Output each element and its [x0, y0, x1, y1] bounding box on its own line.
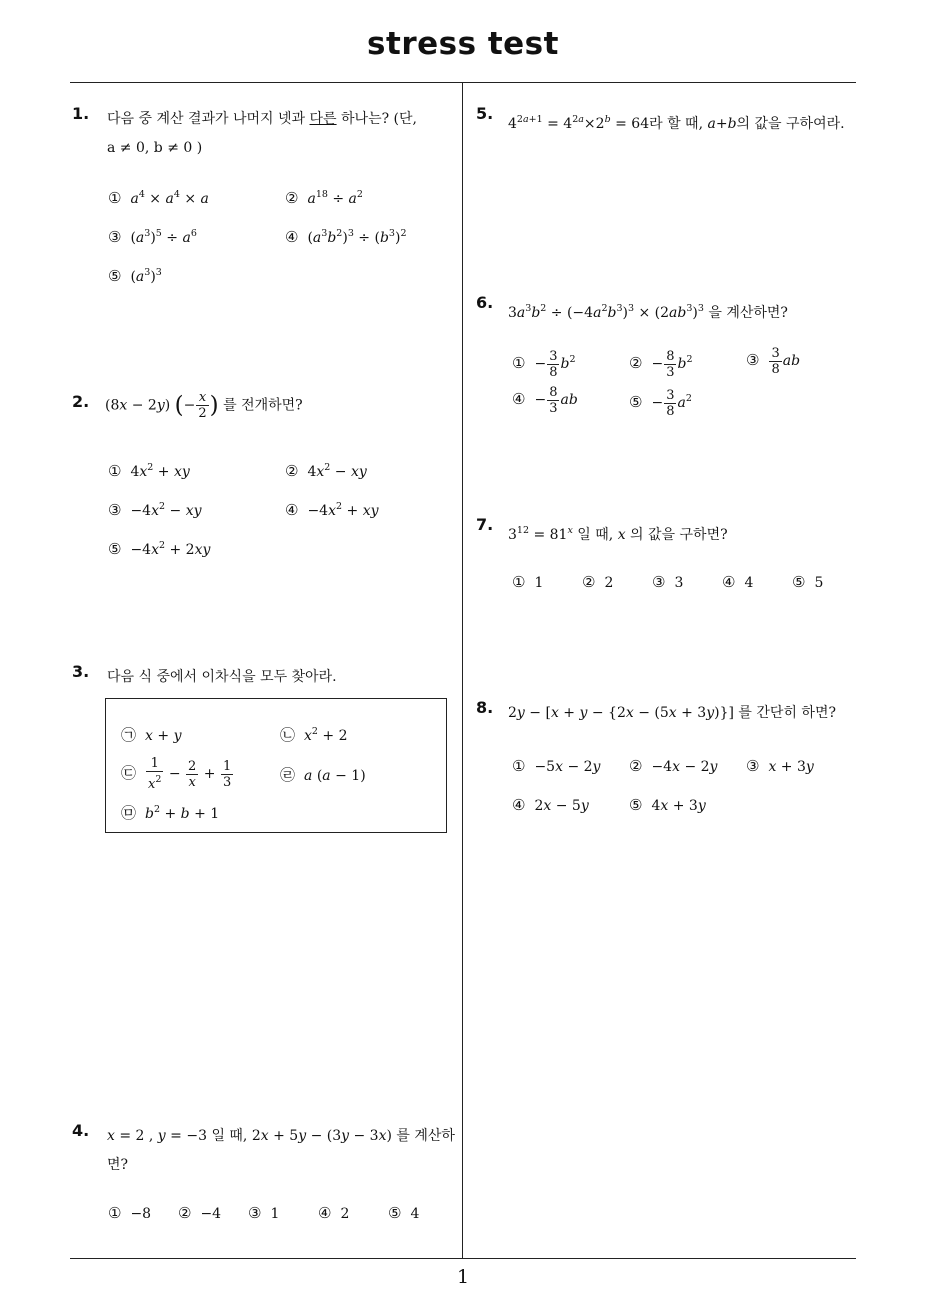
question-text: 2y − [x + y − {2x − (5x + 3y)}] 를 간단히 하면? — [508, 705, 836, 721]
q7-option-3[interactable]: ③ 3 — [652, 573, 684, 591]
q7-option-4[interactable]: ④ 4 — [722, 573, 754, 591]
q2-text: (8x − 2y) (− $\frac{x}{2}$ ) 를 전개하면? — [105, 390, 303, 421]
q7-option-5[interactable]: ⑤ 5 — [792, 573, 824, 591]
question-text: 다음 식 중에서 이차식을 모두 찾아라. — [107, 669, 337, 685]
question-number: 2. — [72, 392, 90, 411]
question-text: $4^{2a+1} = 4^{2a}\times 2^b = 64$라 할 때, a+b의 값을 구하여라. — [508, 114, 845, 132]
q6-option-3[interactable]: ③ $\frac{3}{8}$ ab — [746, 345, 801, 377]
q8-option-4[interactable]: ④ 2x − 5y — [512, 796, 589, 814]
question-number: 3. — [72, 662, 90, 681]
q3-item-1: ㉠ x + y — [121, 726, 182, 744]
q8-option-3[interactable]: ③ x + 3y — [746, 757, 814, 775]
question-text: $3^{12} = 81^x$ 일 때, x 의 값을 구하면? — [508, 525, 728, 543]
q7-option-1[interactable]: ① 1 — [512, 573, 544, 591]
q4-option-1[interactable]: ① −8 — [108, 1204, 152, 1222]
q2-option-3[interactable]: ③ $-4x^2$ − xy — [108, 501, 202, 519]
q1-option-2[interactable]: ② $a^{18} \div a^2$ — [285, 189, 363, 207]
question-number: 4. — [72, 1121, 90, 1140]
question-number: 6. — [476, 293, 494, 312]
q3-item-5: ㉤ $b^2 + b + 1$ — [121, 804, 220, 822]
question-text: $3a^3b^2 \div (-4a^2b^3)^3 \times (2ab^3)^3$ 을 계산하면? — [508, 303, 788, 321]
column-divider — [462, 83, 463, 1259]
question-number: 5. — [476, 104, 494, 123]
q6-option-4[interactable]: ④ − $\frac{8}{3}$ ab — [512, 384, 578, 416]
page-number: 1 — [456, 1266, 470, 1288]
q4-option-3[interactable]: ③ 1 — [248, 1204, 280, 1222]
q8-option-1[interactable]: ① −5x − 2y — [512, 757, 601, 775]
q8-option-2[interactable]: ② −4x − 2y — [629, 757, 718, 775]
question-text: x = 2 , y = −3 일 때, 2x + 5y − (3y − 3x) 를 계산하 면? — [107, 1128, 455, 1173]
q2-option-5[interactable]: ⑤ $-4x^2 + 2xy$ — [108, 540, 211, 558]
q4-option-4[interactable]: ④ 2 — [318, 1204, 350, 1222]
q3-item-2: ㉡ $x^2 + 2$ — [280, 726, 348, 744]
q6-option-2[interactable]: ② − $\frac{8}{3}$ $b^2$ — [629, 348, 693, 380]
question-text: 다음 중 계산 결과가 나머지 넷과 다른 하나는? (단, a ≠ 0, b ≠ 0 ) — [107, 111, 417, 156]
q2-option-2[interactable]: ② $4x^2$ − xy — [285, 462, 367, 480]
q1-option-5[interactable]: ⑤ $(a^3)^3$ — [108, 267, 162, 285]
question-number: 7. — [476, 515, 494, 534]
q4-option-5[interactable]: ⑤ 4 — [388, 1204, 420, 1222]
q8-option-5[interactable]: ⑤ 4x + 3y — [629, 796, 706, 814]
bottom-rule — [70, 1258, 856, 1259]
q2-option-1[interactable]: ① $4x^2$ + xy — [108, 462, 190, 480]
q1-option-3[interactable]: ③ $(a^3)^5 \div a^6$ — [108, 228, 197, 246]
q3-item-4: ㉣ a (a − 1) — [280, 766, 366, 784]
q6-option-5[interactable]: ⑤ − $\frac{3}{8}$ $a^2$ — [629, 387, 692, 419]
q1-option-4[interactable]: ④ $(a^3b^2)^3 \div (b^3)^2$ — [285, 228, 407, 246]
page-title: stress test — [367, 26, 559, 62]
q3-item-3: ㉢ $\frac{1}{x^2}$ − $\frac{2}{x}$ + $\frac{1}{3}$ — [121, 756, 232, 792]
top-rule — [70, 82, 856, 83]
q1-option-1[interactable]: ① $a^4 \times a^4 \times a$ — [108, 189, 209, 207]
question-number: 1. — [72, 104, 90, 123]
q7-option-2[interactable]: ② 2 — [582, 573, 614, 591]
question-number: 8. — [476, 698, 494, 717]
q6-option-1[interactable]: ① − $\frac{3}{8}$ $b^2$ — [512, 348, 576, 380]
q4-option-2[interactable]: ② −4 — [178, 1204, 222, 1222]
q2-option-4[interactable]: ④ $-4x^2$ + xy — [285, 501, 379, 519]
